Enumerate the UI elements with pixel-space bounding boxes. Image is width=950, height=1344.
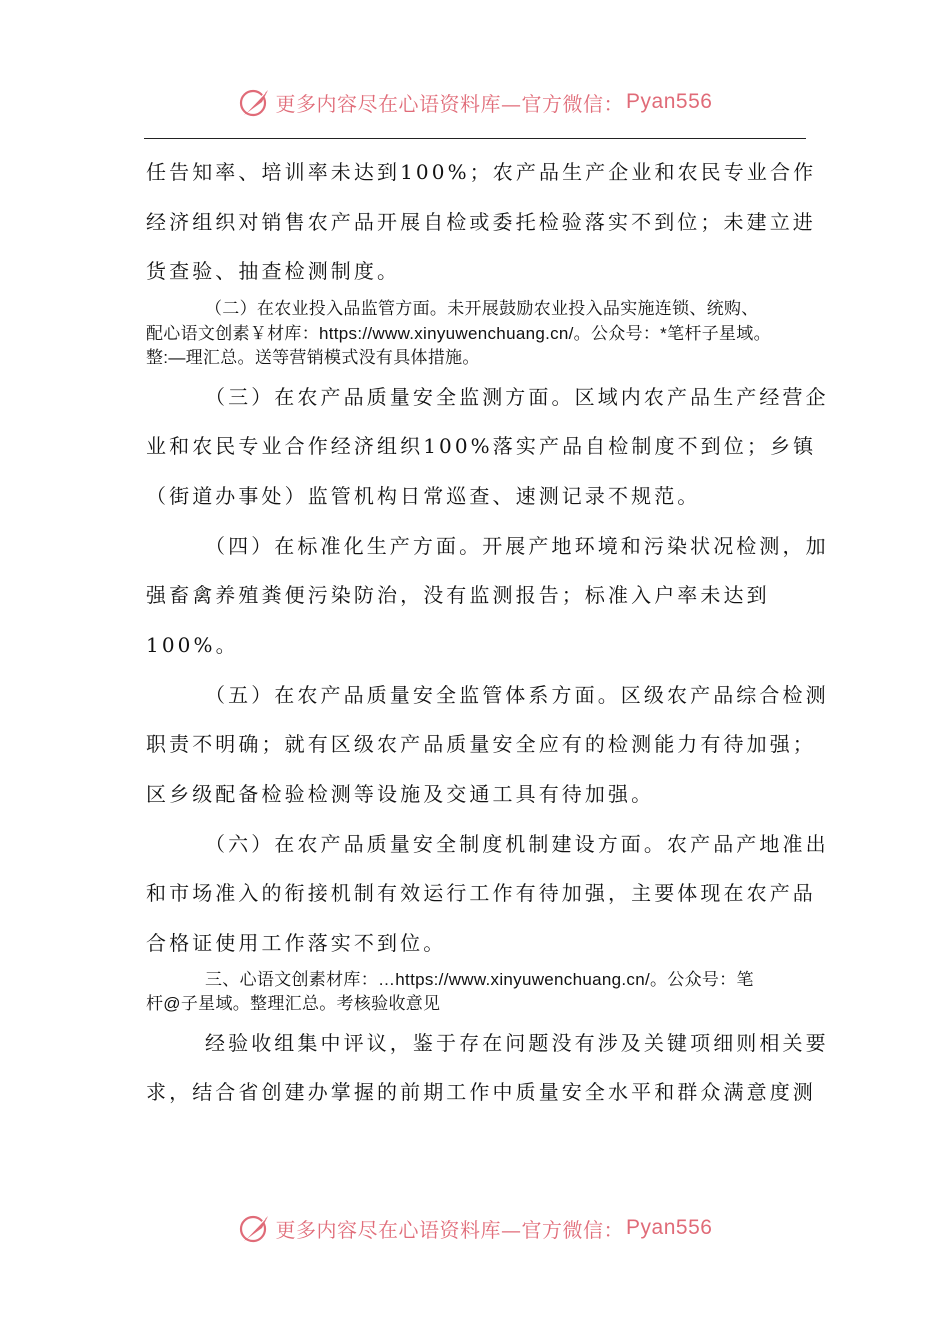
body-line: 经济组织对销售农产品开展自检或委托检验落实不到位；未建立进: [146, 210, 816, 234]
header-banner: [0, 84, 950, 120]
body-line: 区乡级配备检验检测等设施及交通工具有待加强。: [146, 782, 655, 806]
header-wechat-id: Pyan556: [626, 90, 713, 113]
body-line-small: 杆@子星域。整理汇总。考核验收意见: [146, 994, 441, 1013]
body-line: （六）在农产品质量安全制度机制建设方面。农产品产地准出: [205, 832, 829, 856]
footer-banner-text: 更多内容尽在心语资料库—官方微信：: [275, 1217, 625, 1242]
body-line-small: 三、心语文创素材库：…https://www.xinyuwenchuang.cn/。公众号：笔: [205, 970, 754, 989]
body-line-small: 整:—理汇总。送等营销模式没有具体措施。: [146, 348, 480, 367]
quill-logo-icon: [238, 85, 272, 119]
body-line-small: 配心语文创素￥材库：https://www.xinyuwenchuang.cn/。公众号：*笔杆子星域。: [146, 324, 771, 343]
body-line: 求，结合省创建办掌握的前期工作中质量安全水平和群众满意度测: [146, 1080, 816, 1104]
body-line: （五）在农产品质量安全监管体系方面。区级农产品综合检测: [205, 683, 829, 707]
body-line: （街道办事处）监管机构日常巡查、速测记录不规范。: [146, 484, 701, 508]
header-divider: [144, 138, 806, 139]
body-line: 经验收组集中评议，鉴于存在问题没有涉及关键项细则相关要: [205, 1031, 829, 1055]
body-line: 任告知率、培训率未达到100%；农产品生产企业和农民专业合作: [146, 160, 817, 184]
body-line: （三）在农产品质量安全监测方面。区域内农产品生产经营企: [205, 385, 829, 409]
header-banner-text: 更多内容尽在心语资料库—官方微信：: [275, 91, 625, 116]
body-line: 货查验、抽查检测制度。: [146, 259, 401, 283]
body-line: （四）在标准化生产方面。开展产地环境和污染状况检测，加: [205, 534, 829, 558]
body-line: 强畜禽养殖粪便污染防治，没有监测报告；标准入户率未达到: [146, 583, 770, 607]
body-line: 职责不明确；就有区级农产品质量安全应有的检测能力有待加强；: [146, 732, 816, 756]
body-line-small: （二）在农业投入品监管方面。未开展鼓励农业投入品实施连锁、统购、: [205, 299, 759, 318]
body-line: 合格证使用工作落实不到位。: [146, 931, 447, 955]
quill-logo-icon: [238, 1211, 272, 1245]
footer-banner: [0, 1210, 950, 1246]
body-line: 业和农民专业合作经济组织100%落实产品自检制度不到位；乡镇: [146, 434, 817, 458]
body-line: 100%。: [146, 633, 239, 657]
body-line: 和市场准入的衔接机制有效运行工作有待加强，主要体现在农产品: [146, 881, 816, 905]
footer-wechat-id: Pyan556: [626, 1216, 713, 1239]
